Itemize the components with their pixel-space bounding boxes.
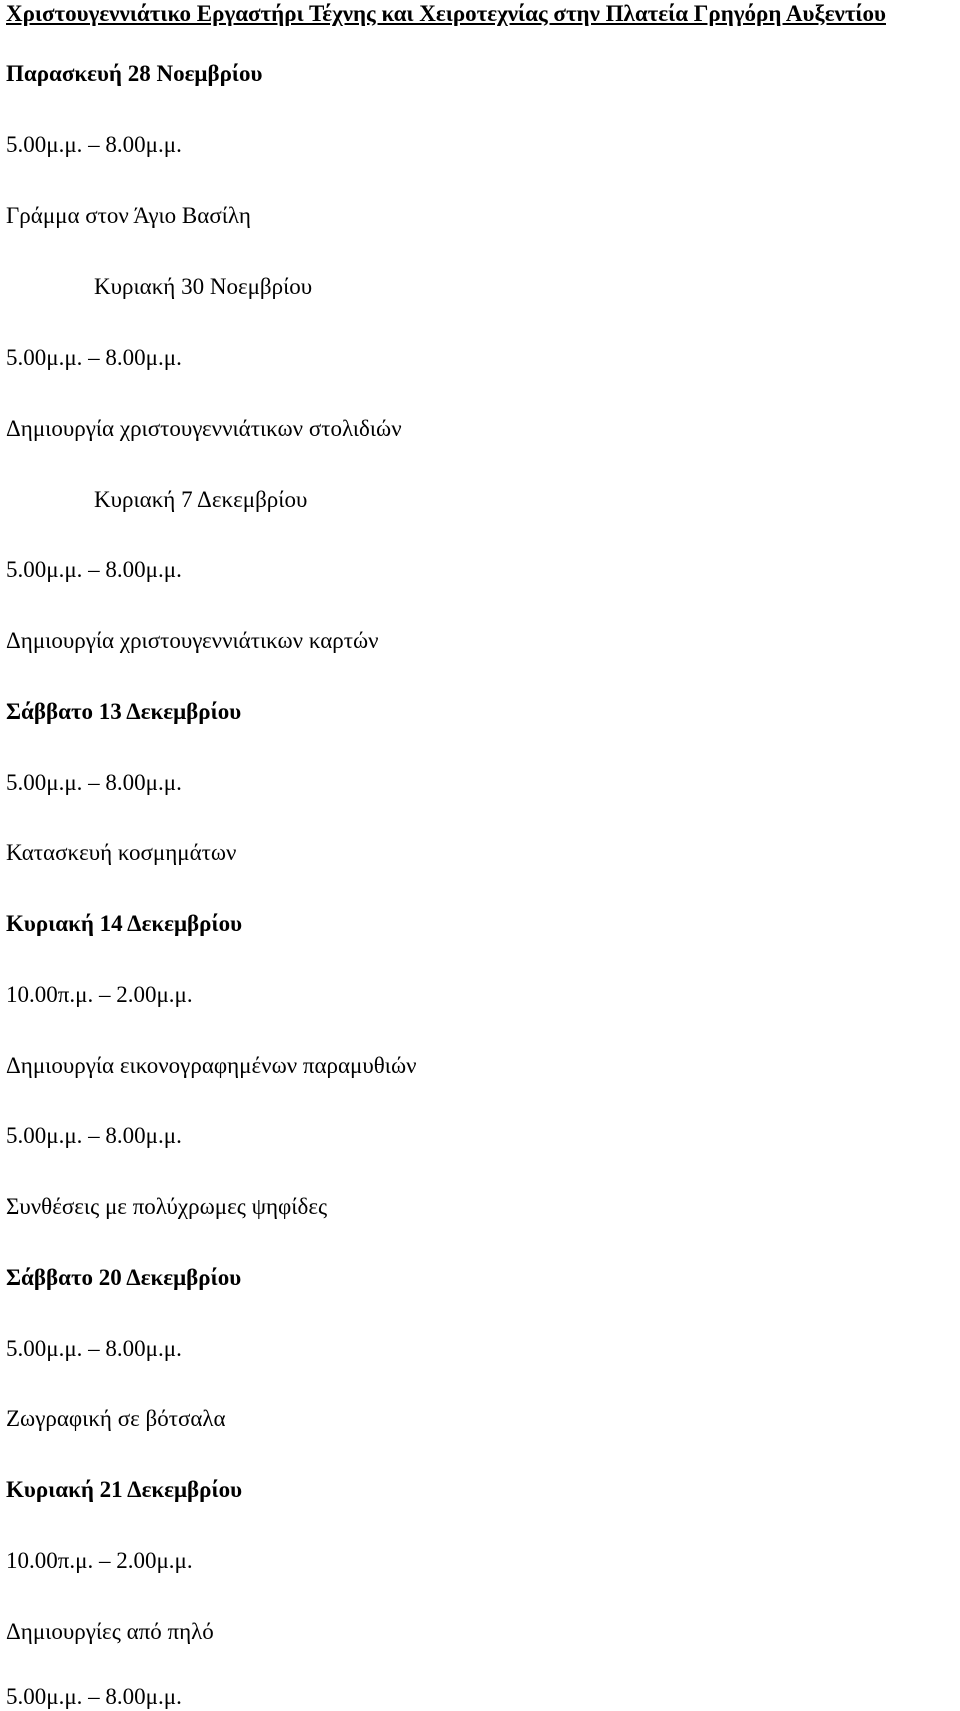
event-activity: Κατασκευή κοσμημάτων <box>6 840 237 865</box>
event-time: 5.00μ.μ. – 8.00μ.μ. <box>6 345 182 370</box>
event-date-heading: Παρασκευή 28 Νοεμβρίου <box>6 61 263 86</box>
event-time: 5.00μ.μ. – 8.00μ.μ. <box>6 1336 182 1361</box>
event-time: 5.00μ.μ. – 8.00μ.μ. <box>6 132 182 157</box>
event-activity: Δημιουργία εικονογραφημένων παραμυθιών <box>6 1053 417 1078</box>
event-date-heading: Κυριακή 14 Δεκεμβρίου <box>6 911 243 936</box>
event-activity: Δημιουργία χριστουγεννιάτικων στολιδιών <box>6 416 402 441</box>
event-time: 10.00π.μ. – 2.00μ.μ. <box>6 982 193 1007</box>
event-time: 5.00μ.μ. – 8.00μ.μ. <box>6 1123 182 1148</box>
event-activity: Συνθέσεις με πολύχρωμες ψηφίδες <box>6 1194 328 1219</box>
event-date-heading: Κυριακή 21 Δεκεμβρίου <box>6 1477 243 1502</box>
event-activity: Δημιουργία χριστουγεννιάτικων καρτών <box>6 628 379 653</box>
event-date-heading: Κυριακή 30 Νοεμβρίου <box>94 274 313 299</box>
event-activity: Ζωγραφική σε βότσαλα <box>6 1406 226 1431</box>
event-date-heading: Σάββατο 13 Δεκεμβρίου <box>6 699 242 724</box>
event-date-heading: Κυριακή 7 Δεκεμβρίου <box>94 487 308 512</box>
event-date-heading: Σάββατο 20 Δεκεμβρίου <box>6 1265 242 1290</box>
event-activity: Γράμμα στον Άγιο Βασίλη <box>6 203 251 228</box>
event-time: 5.00μ.μ. – 8.00μ.μ. <box>6 557 182 582</box>
event-activity: Δημιουργίες από πηλό <box>6 1619 214 1644</box>
event-time: 5.00μ.μ. – 8.00μ.μ. <box>6 770 182 795</box>
document-title: Χριστουγεννιάτικο Εργαστήρι Τέχνης και Χειροτεχνίας στην Πλατεία Γρηγόρη Αυξεντίου <box>6 1 886 26</box>
event-time: 10.00π.μ. – 2.00μ.μ. <box>6 1548 193 1573</box>
event-time: 5.00μ.μ. – 8.00μ.μ. <box>6 1684 182 1709</box>
